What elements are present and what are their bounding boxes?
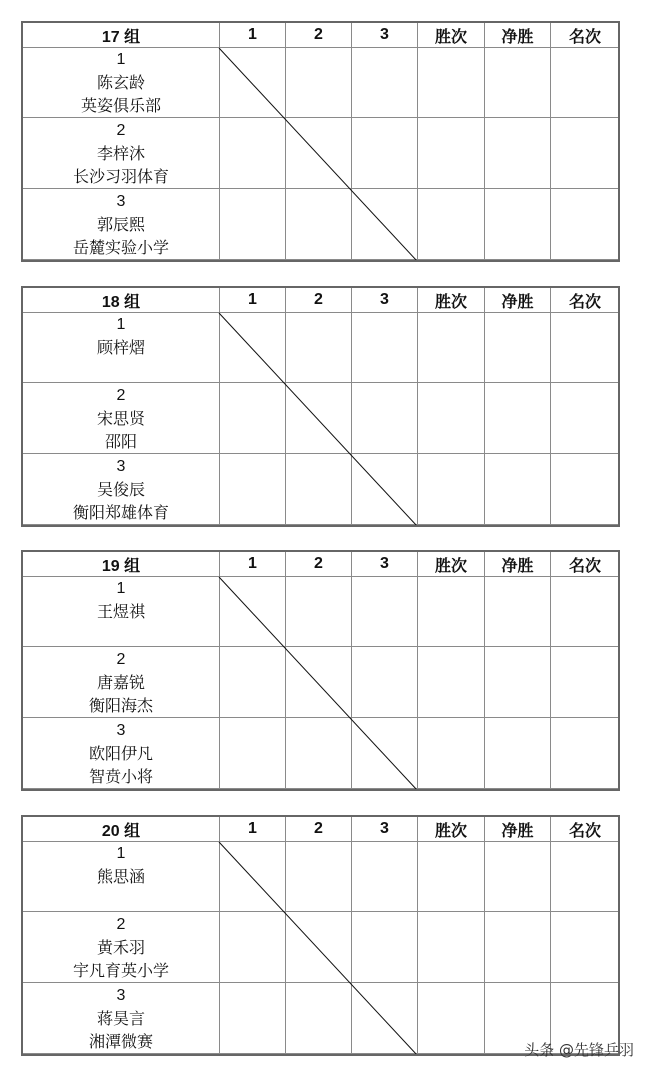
player-club: 宇凡育英小学	[72, 960, 169, 980]
group-table-20	[22, 816, 619, 1054]
score-cell[interactable]	[220, 48, 286, 118]
score-cell[interactable]	[418, 718, 485, 789]
player-name: 宋思贤	[96, 408, 145, 428]
score-cell[interactable]	[286, 383, 352, 454]
player-number: 2	[116, 915, 126, 933]
header-row	[23, 817, 620, 842]
player-name: 熊思涵	[96, 867, 145, 886]
score-cell[interactable]	[418, 912, 485, 983]
score-cell[interactable]	[485, 842, 551, 912]
score-cell[interactable]	[352, 454, 418, 525]
header-row	[23, 288, 620, 313]
score-cell[interactable]	[485, 48, 551, 118]
player-row	[23, 842, 620, 912]
player-number: 1	[116, 51, 126, 68]
score-cell[interactable]	[551, 718, 620, 789]
score-cell[interactable]	[352, 577, 418, 647]
watermark: 头条 @先锋乒羽	[524, 1041, 634, 1059]
group-table-19	[22, 551, 619, 789]
player-cell	[23, 577, 220, 647]
col-header-wins: 胜次	[418, 288, 485, 313]
score-cell[interactable]	[220, 577, 286, 647]
group-table-17	[22, 22, 619, 260]
score-cell[interactable]	[220, 118, 286, 189]
player-club: 衡阳郑雄体育	[72, 502, 169, 522]
player-name: 吴俊辰	[96, 479, 145, 499]
player-cell	[23, 118, 220, 189]
col-header-wins: 胜次	[418, 23, 485, 48]
player-name: 王煜祺	[96, 602, 145, 621]
round-robin-table	[22, 22, 620, 260]
score-cell[interactable]	[286, 647, 352, 718]
col-header-2: 2	[286, 288, 352, 313]
score-cell[interactable]	[352, 383, 418, 454]
col-header-net: 净胜	[485, 817, 551, 842]
col-header-1: 1	[220, 23, 286, 48]
player-name: 顾梓熠	[96, 338, 145, 357]
player-row	[23, 118, 620, 189]
col-header-net: 净胜	[485, 23, 551, 48]
player-cell	[23, 454, 220, 525]
score-cell[interactable]	[485, 383, 551, 454]
group-table-18	[22, 287, 619, 525]
player-number: 3	[116, 721, 126, 739]
score-cell[interactable]	[286, 118, 352, 189]
score-cell[interactable]	[418, 577, 485, 647]
score-cell[interactable]	[286, 718, 352, 789]
score-cell[interactable]	[551, 912, 620, 983]
score-cell[interactable]	[485, 313, 551, 383]
player-club: 英姿俱乐部	[80, 96, 161, 115]
group-title: 17 组	[23, 23, 220, 48]
score-cell[interactable]	[220, 383, 286, 454]
player-row	[23, 454, 620, 525]
col-header-rank: 名次	[551, 288, 620, 313]
score-cell[interactable]	[485, 189, 551, 260]
score-cell[interactable]	[485, 577, 551, 647]
score-cell[interactable]	[418, 383, 485, 454]
col-header-3: 3	[352, 817, 418, 842]
player-number: 1	[116, 580, 126, 597]
score-cell[interactable]	[551, 118, 620, 189]
score-cell[interactable]	[418, 118, 485, 189]
col-header-2: 2	[286, 552, 352, 577]
player-cell	[23, 842, 220, 912]
player-club	[23, 359, 219, 382]
score-cell[interactable]	[352, 48, 418, 118]
header-row	[23, 552, 620, 577]
player-row	[23, 383, 620, 454]
score-cell[interactable]	[352, 189, 418, 260]
player-number: 2	[116, 121, 126, 139]
group-title: 20 组	[23, 817, 220, 842]
player-row	[23, 48, 620, 118]
score-cell[interactable]	[551, 383, 620, 454]
score-cell[interactable]	[286, 842, 352, 912]
player-name: 欧阳伊凡	[88, 743, 153, 763]
col-header-3: 3	[352, 23, 418, 48]
score-cell[interactable]	[220, 842, 286, 912]
col-header-1: 1	[220, 552, 286, 577]
score-cell[interactable]	[551, 842, 620, 912]
score-cell[interactable]	[551, 577, 620, 647]
col-header-1: 1	[220, 817, 286, 842]
col-header-net: 净胜	[485, 288, 551, 313]
col-header-3: 3	[352, 288, 418, 313]
score-cell[interactable]	[485, 718, 551, 789]
col-header-rank: 名次	[551, 817, 620, 842]
score-cell[interactable]	[352, 842, 418, 912]
col-header-rank: 名次	[551, 23, 620, 48]
group-title: 19 组	[23, 552, 220, 577]
player-name: 郭辰熙	[96, 214, 145, 234]
player-cell	[23, 48, 220, 118]
player-club: 湘潭微赛	[88, 1031, 153, 1051]
score-cell[interactable]	[418, 48, 485, 118]
score-cell[interactable]	[551, 313, 620, 383]
score-cell[interactable]	[551, 454, 620, 525]
col-header-1: 1	[220, 288, 286, 313]
score-cell[interactable]	[551, 48, 620, 118]
col-header-wins: 胜次	[418, 817, 485, 842]
player-number: 2	[116, 650, 126, 668]
score-cell[interactable]	[286, 189, 352, 260]
player-name: 黄禾羽	[96, 937, 145, 957]
player-name: 唐嘉锐	[96, 672, 145, 692]
score-cell[interactable]	[485, 647, 551, 718]
score-cell[interactable]	[551, 647, 620, 718]
score-cell[interactable]	[286, 577, 352, 647]
group-title: 18 组	[23, 288, 220, 313]
player-cell	[23, 383, 220, 454]
player-cell	[23, 313, 220, 383]
player-club: 智贲小将	[88, 766, 153, 786]
score-cell[interactable]	[418, 983, 485, 1054]
score-cell[interactable]	[352, 983, 418, 1054]
score-cell[interactable]	[220, 189, 286, 260]
player-club	[23, 888, 219, 911]
col-header-2: 2	[286, 23, 352, 48]
score-cell[interactable]	[220, 454, 286, 525]
col-header-3: 3	[352, 552, 418, 577]
score-cell[interactable]	[352, 313, 418, 383]
score-cell[interactable]	[352, 912, 418, 983]
score-cell[interactable]	[418, 313, 485, 383]
player-number: 1	[116, 845, 126, 862]
score-cell[interactable]	[220, 912, 286, 983]
player-number: 1	[116, 316, 126, 333]
player-cell	[23, 718, 220, 789]
player-row	[23, 718, 620, 789]
score-cell[interactable]	[352, 118, 418, 189]
score-cell[interactable]	[220, 313, 286, 383]
score-cell[interactable]	[418, 842, 485, 912]
score-cell[interactable]	[352, 718, 418, 789]
player-club: 岳麓实验小学	[72, 237, 169, 257]
score-cell[interactable]	[485, 912, 551, 983]
player-number: 3	[116, 986, 126, 1004]
score-cell[interactable]	[286, 48, 352, 118]
col-header-wins: 胜次	[418, 552, 485, 577]
score-cell[interactable]	[352, 647, 418, 718]
player-club: 衡阳海杰	[88, 695, 153, 715]
player-number: 2	[116, 386, 126, 404]
player-club: 邵阳	[104, 431, 137, 451]
score-cell[interactable]	[220, 983, 286, 1054]
player-cell	[23, 647, 220, 718]
player-name: 蒋昊言	[96, 1008, 145, 1028]
player-row	[23, 313, 620, 383]
score-cell[interactable]	[286, 313, 352, 383]
score-cell[interactable]	[418, 647, 485, 718]
player-number: 3	[116, 192, 126, 210]
player-club	[23, 623, 219, 646]
score-cell[interactable]	[485, 454, 551, 525]
score-cell[interactable]	[418, 454, 485, 525]
score-cell[interactable]	[286, 912, 352, 983]
score-cell[interactable]	[485, 118, 551, 189]
player-row	[23, 577, 620, 647]
header-row	[23, 23, 620, 48]
score-cell[interactable]	[286, 983, 352, 1054]
round-robin-table	[22, 816, 620, 1054]
player-row	[23, 647, 620, 718]
player-club: 长沙习羽体育	[72, 166, 169, 186]
player-cell	[23, 189, 220, 260]
score-cell[interactable]	[418, 189, 485, 260]
player-row	[23, 189, 620, 260]
score-cell[interactable]	[551, 189, 620, 260]
col-header-net: 净胜	[485, 552, 551, 577]
player-cell	[23, 983, 220, 1054]
player-name: 陈玄龄	[96, 73, 145, 92]
col-header-2: 2	[286, 817, 352, 842]
player-name: 李梓沐	[96, 143, 145, 163]
score-cell[interactable]	[220, 647, 286, 718]
round-robin-table	[22, 287, 620, 525]
player-cell	[23, 912, 220, 983]
player-row	[23, 912, 620, 983]
col-header-rank: 名次	[551, 552, 620, 577]
score-cell[interactable]	[220, 718, 286, 789]
score-cell[interactable]	[286, 454, 352, 525]
player-number: 3	[116, 457, 126, 475]
round-robin-table	[22, 551, 620, 789]
